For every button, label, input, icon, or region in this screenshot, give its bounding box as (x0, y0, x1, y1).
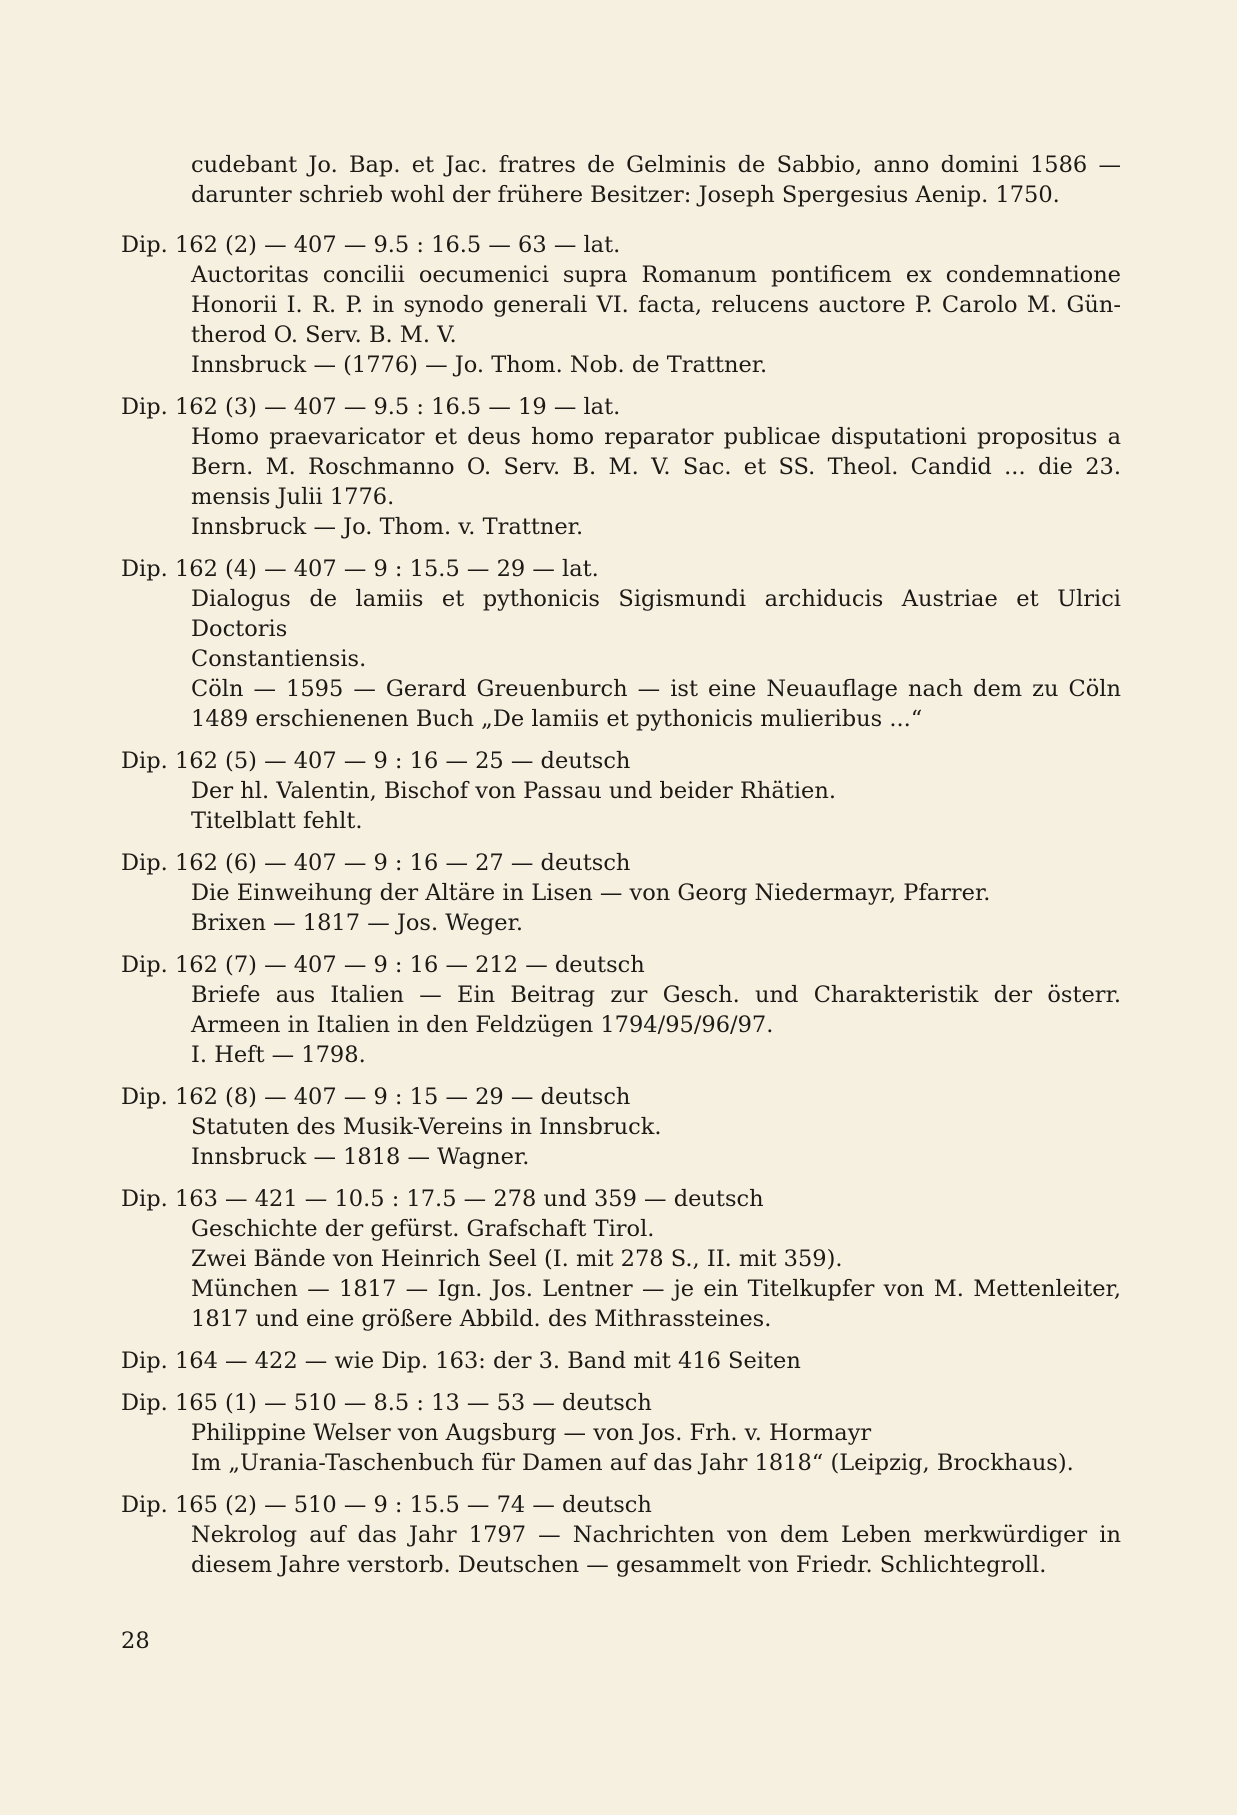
continuation-line: cudebant Jo. Bap. et Jac. fratres de Gelminis de Sabbio, anno domini 1586 — (191, 152, 1121, 178)
catalog-entry (121, 392, 1121, 542)
entry-line: München — 1817 — Ign. Jos. Lentner — je ein Titelkupfer von M. Mettenleiter, (191, 1276, 1121, 1302)
catalog-entry (121, 230, 1121, 380)
page-number: 28 (121, 1628, 150, 1654)
entry-line: Zwei Bände von Heinrich Seel (I. mit 278 S., II. mit 359). (191, 1246, 843, 1272)
entry-body (121, 584, 1121, 734)
continuation-paragraph (121, 150, 1121, 210)
continuation-line: darunter schrieb wohl der frühere Besitzer: Joseph Spergesius Aenip. 1750. (191, 182, 1060, 208)
entry-line: Geschichte der gefürst. Grafschaft Tirol. (191, 1216, 655, 1242)
entry-body (121, 1418, 1121, 1478)
entry-heading: Dip. 162 (2) — 407 — 9.5 : 16.5 — 63 — lat. (121, 232, 621, 258)
entry-heading: Dip. 162 (5) — 407 — 9 : 16 — 25 — deutsch (121, 748, 631, 774)
entry-heading: Dip. 164 — 422 — wie Dip. 163: der 3. Band mit 416 Seiten (121, 1348, 801, 1374)
entry-heading: Dip. 163 — 421 — 10.5 : 17.5 — 278 und 359 — deutsch (121, 1186, 764, 1212)
entry-heading: Dip. 165 (2) — 510 — 9 : 15.5 — 74 — deutsch (121, 1492, 652, 1518)
entry-line: Innsbruck — (1776) — Jo. Thom. Nob. de Trattner. (191, 352, 768, 378)
catalog-content (121, 150, 1121, 1592)
entry-heading: Dip. 165 (1) — 510 — 8.5 : 13 — 53 — deutsch (121, 1390, 652, 1416)
catalog-entry (121, 1490, 1121, 1580)
catalog-entry (121, 1082, 1121, 1172)
entry-line: Nekrolog auf das Jahr 1797 — Nachrichten von dem Leben merkwürdiger in (191, 1522, 1121, 1548)
entry-heading: Dip. 162 (8) — 407 — 9 : 15 — 29 — deutsch (121, 1084, 631, 1110)
entry-line: therod O. Serv. B. M. V. (191, 322, 457, 348)
entry-heading: Dip. 162 (6) — 407 — 9 : 16 — 27 — deutsch (121, 850, 631, 876)
entry-body (121, 1112, 1121, 1172)
entry-line: Im „Urania-Taschenbuch für Damen auf das Jahr 1818“ (Leipzig, Brockhaus). (191, 1450, 1074, 1476)
entry-line: Der hl. Valentin, Bischof von Passau und beider Rhätien. (191, 778, 836, 804)
entry-line: Cöln — 1595 — Gerard Greuenburch — ist eine Neuauflage nach dem zu Cöln (191, 676, 1121, 702)
catalog-entry (121, 1346, 1121, 1376)
entry-body (121, 980, 1121, 1070)
entry-line: mensis Julii 1776. (191, 484, 395, 510)
catalog-entry (121, 1388, 1121, 1478)
entry-line: Brixen — 1817 — Jos. Weger. (191, 910, 524, 936)
entry-line: Innsbruck — Jo. Thom. v. Trattner. (191, 514, 584, 540)
entry-line: Homo praevaricator et deus homo reparator publicae disputationi propositus a (191, 424, 1121, 450)
entry-line: Die Einweihung der Altäre in Lisen — von Georg Niedermayr, Pfarrer. (191, 880, 991, 906)
entry-line: Auctoritas concilii oecumenici supra Romanum pontificem ex condemnatione (191, 262, 1121, 288)
entry-body (121, 260, 1121, 380)
entry-body (121, 422, 1121, 542)
entry-line: diesem Jahre verstorb. Deutschen — gesammelt von Friedr. Schlichtegroll. (191, 1552, 1047, 1578)
entry-body (121, 776, 1121, 836)
entry-body (121, 1214, 1121, 1334)
entry-line: Honorii I. R. P. in synodo generali VI. facta, relucens auctore P. Carolo M. Gün- (191, 292, 1121, 318)
entry-heading: Dip. 162 (7) — 407 — 9 : 16 — 212 — deutsch (121, 952, 645, 978)
catalog-entry (121, 1184, 1121, 1334)
catalog-entry (121, 554, 1121, 734)
entry-line: Constantiensis. (191, 646, 367, 672)
catalog-entry (121, 848, 1121, 938)
entry-line: Statuten des Musik-Vereins in Innsbruck. (191, 1114, 662, 1140)
entry-line: Armeen in Italien in den Feldzügen 1794/95/96/97. (191, 1012, 774, 1038)
entry-line: Innsbruck — 1818 — Wagner. (191, 1144, 530, 1170)
entry-heading: Dip. 162 (3) — 407 — 9.5 : 16.5 — 19 — lat. (121, 394, 621, 420)
entry-line: Philippine Welser von Augsburg — von Jos. Frh. v. Hormayr (191, 1420, 872, 1446)
catalog-entry (121, 746, 1121, 836)
entry-line: Bern. M. Roschmanno O. Serv. B. M. V. Sac. et SS. Theol. Candid ... die 23. (191, 454, 1121, 480)
entry-line: Dialogus de lamiis et pythonicis Sigismundi archiducis Austriae et Ulrici Doctoris (191, 586, 1121, 642)
entry-line: 1817 und eine größere Abbild. des Mithrassteines. (191, 1306, 772, 1332)
entry-line: 1489 erschienenen Buch „De lamiis et pythonicis mulieribus ...“ (191, 706, 923, 732)
entry-line: I. Heft — 1798. (191, 1042, 366, 1068)
entry-line: Titelblatt fehlt. (191, 808, 363, 834)
entry-body (121, 1520, 1121, 1580)
entry-line: Briefe aus Italien — Ein Beitrag zur Gesch. und Charakteristik der österr. (191, 982, 1121, 1008)
entry-body (121, 878, 1121, 938)
entry-heading: Dip. 162 (4) — 407 — 9 : 15.5 — 29 — lat. (121, 556, 599, 582)
catalog-entry (121, 950, 1121, 1070)
